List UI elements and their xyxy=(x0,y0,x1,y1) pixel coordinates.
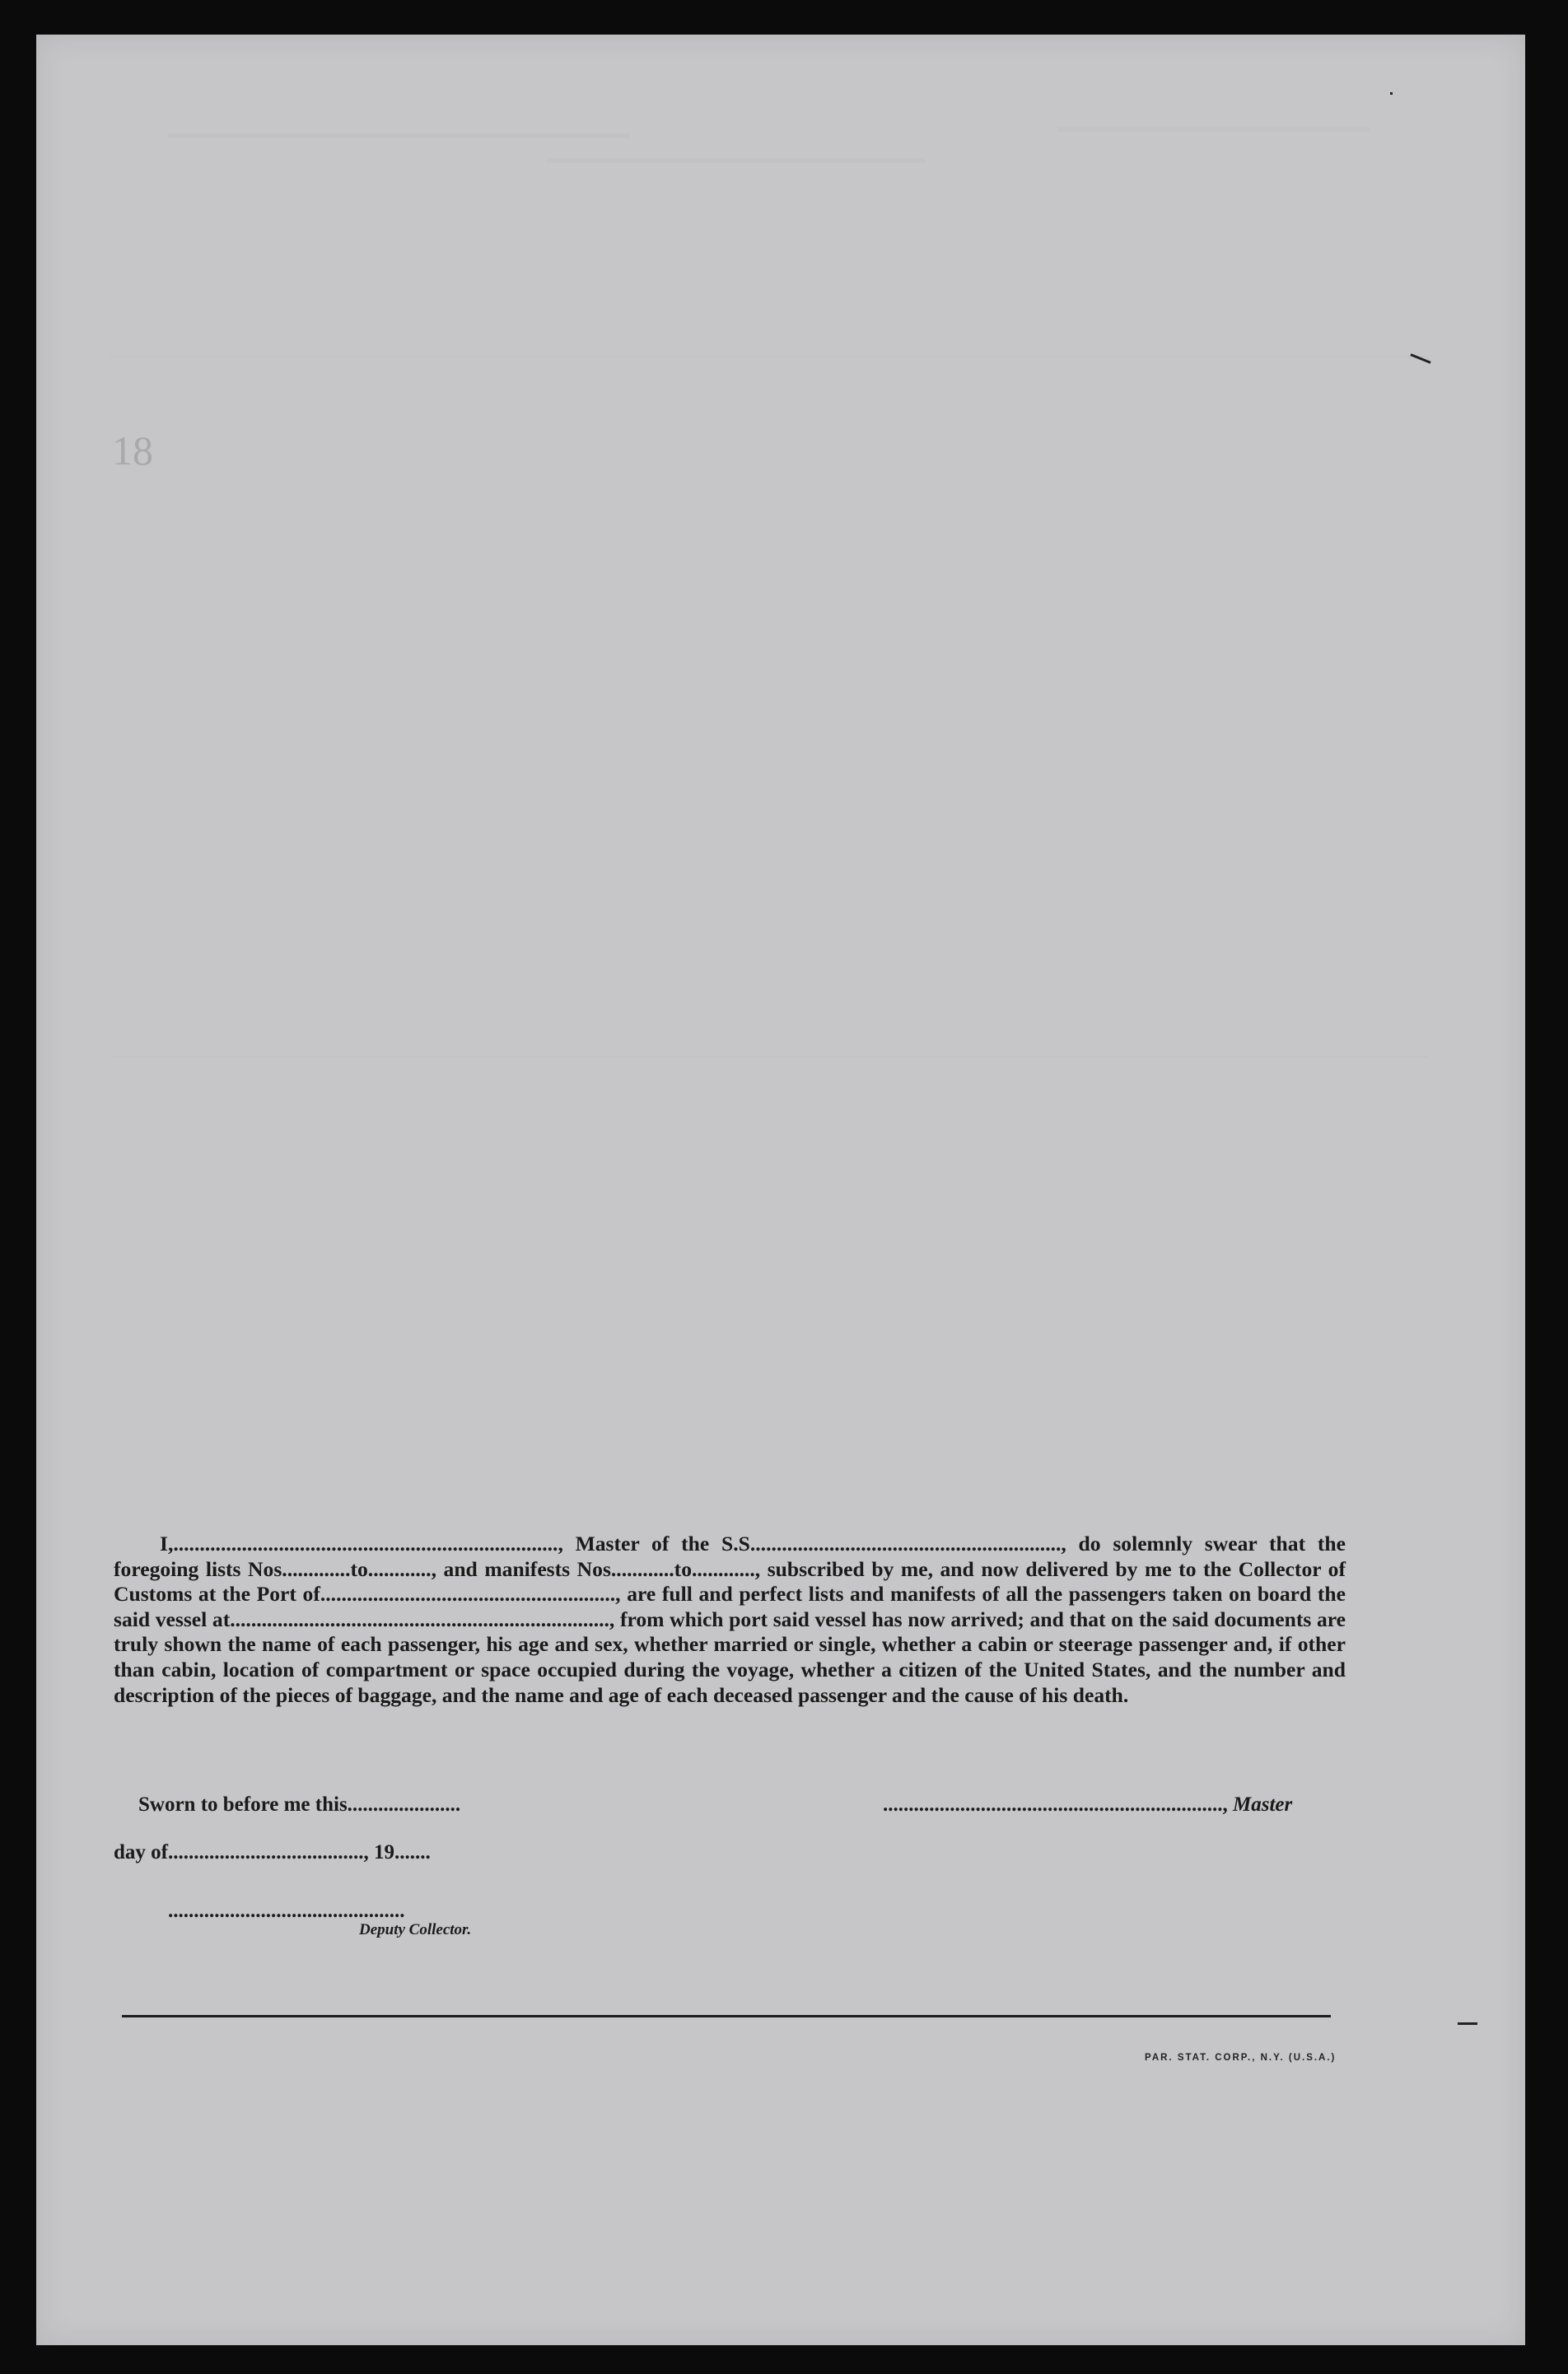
ghost-line xyxy=(110,1056,1428,1057)
master-dots: .................................................................., xyxy=(883,1793,1228,1816)
oath-paragraph: I,........................................................................., Master of the S.S..........................................................., do solemnly swear that the foregoing lists Nos.............to............, and manifests Nos............to............, subscribed by me, and now delivered by me to the Collector of Customs at the Port of........................................................, are full and perfect lists and manifests of all the passengers taken on board the said vessel at........................................................................, from which port said vessel has now arrived; and that on the said documents are truly shown the name of each passenger, his age and sex, whether married or single, whether a cabin or steerage passenger and, if other than cabin, location of compartment or space occupied during the voyage, whether a citizen of the United States, and the number and description of the pieces of baggage, and the name and age of each deceased passenger and the cause of his death. xyxy=(114,1532,1346,1707)
ghost-line xyxy=(110,356,1428,357)
day-line: day of......................................, 19....... xyxy=(114,1841,431,1863)
speck-mark xyxy=(1458,2022,1477,2025)
deputy-label: Deputy Collector. xyxy=(359,1921,472,1938)
ghost-line xyxy=(168,133,629,138)
ghost-line xyxy=(1057,127,1370,132)
document-page xyxy=(36,35,1525,2345)
ghost-line xyxy=(547,158,926,163)
master-label: Master xyxy=(1233,1793,1293,1816)
sworn-line: Sworn to before me this...................... xyxy=(138,1793,461,1816)
deputy-signature-line: .............................................. xyxy=(168,1900,405,1922)
stray-number: 18 xyxy=(112,427,153,473)
printer-imprint: PAR. STAT. CORP., N.Y. (U.S.A.) xyxy=(1145,2053,1337,2063)
speck-mark xyxy=(1390,92,1393,95)
master-signature-line xyxy=(883,1793,1292,1817)
horizontal-rule xyxy=(122,2015,1331,2017)
